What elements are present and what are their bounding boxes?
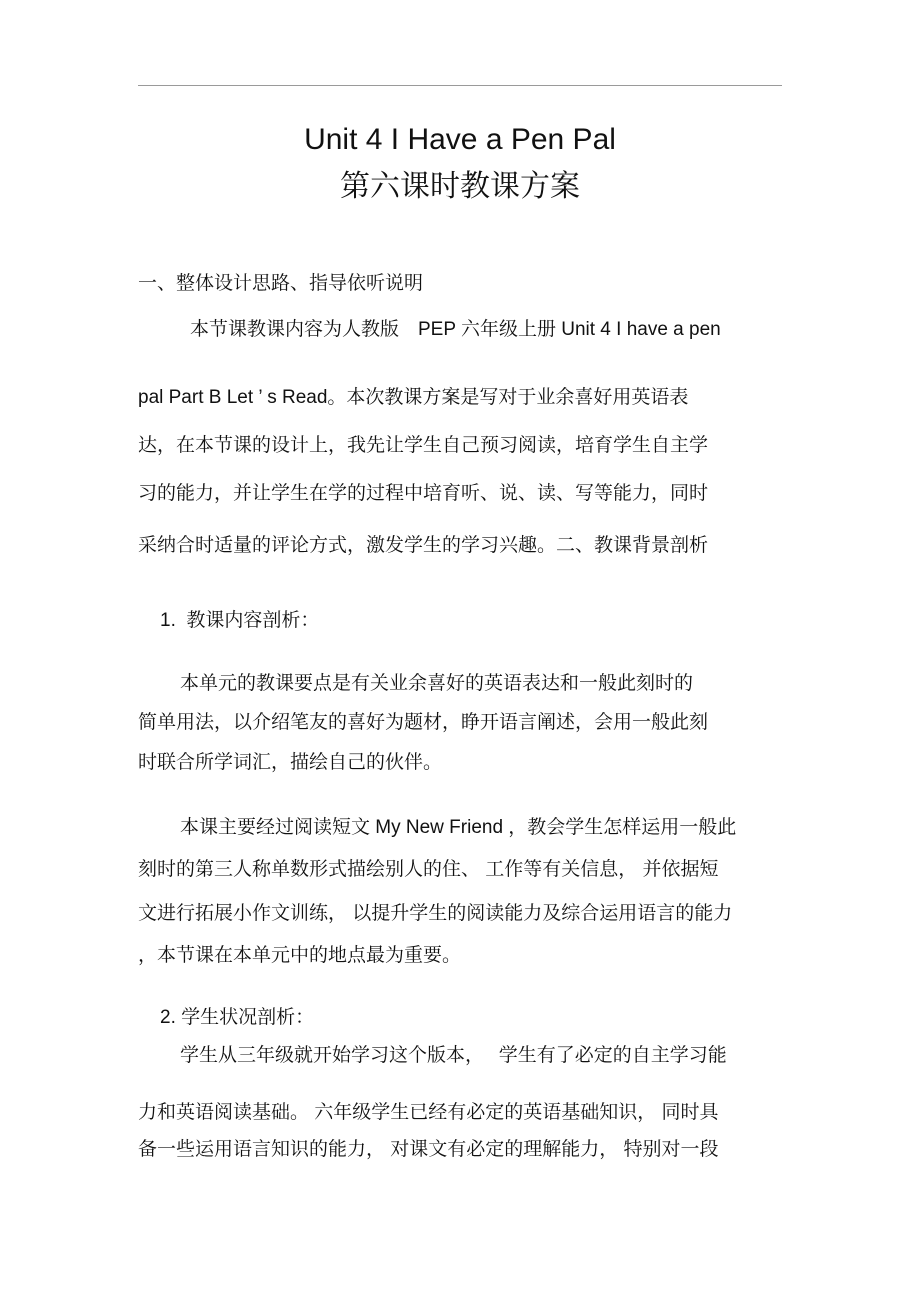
paragraph-line: 采纳合时适量的评论方式，激发学生的学习兴趣。二、教课背景剖析 <box>138 535 709 556</box>
paragraph-line: 力和英语阅读基础。 六年级学生已经有必定的英语基础知识， 同时具 <box>138 1102 719 1123</box>
section-heading: 一、整体设计思路、指导依听说明 <box>138 273 424 294</box>
paragraph-line: 刻时的第三人称单数形式描绘别人的住、 工作等有关信息， 并依据短 <box>138 859 719 880</box>
document-title: Unit 4 I Have a Pen Pal <box>304 123 616 156</box>
paragraph-line: 备一些运用语言知识的能力， 对课文有必定的理解能力， 特别对一段 <box>138 1139 719 1160</box>
paragraph-line: 本单元的教课要点是有关业余喜好的英语表达和一般此刻时的 <box>180 673 694 694</box>
paragraph-line: 时联合所学词汇，描绘自己的伙伴。 <box>138 752 443 773</box>
paragraph-line: 本课主要经过阅读短文 My New Friend ，教会学生怎样运用一般此 <box>180 817 737 838</box>
subsection-heading: 1. 教课内容剖析： <box>160 610 320 631</box>
paragraph-line: pal Part B Let ’ s Read。本次教课方案是写对于业余喜好用英语表 <box>138 387 689 408</box>
paragraph-line: 达，在本节课的设计上，我先让学生自己预习阅读，培育学生自主学 <box>138 435 709 456</box>
paragraph-line: ，本节课在本单元中的地点最为重要。 <box>138 945 462 966</box>
subsection-heading: 2. 学生状况剖析： <box>160 1007 315 1028</box>
document-subtitle: 第六课时教课方案 <box>340 170 580 203</box>
paragraph-line: 简单用法，以介绍笔友的喜好为题材，睁开语言阐述，会用一般此刻 <box>138 712 709 733</box>
paragraph-line: 本节课教课内容为人教版 PEP 六年级上册 Unit 4 I have a pen <box>190 319 721 340</box>
paragraph-line: 学生从三年级就开始学习这个版本， 学生有了必定的自主学习能 <box>180 1045 727 1066</box>
header-rule <box>138 85 782 86</box>
paragraph-line: 习的能力，并让学生在学的过程中培育听、说、读、写等能力，同时 <box>138 483 709 504</box>
paragraph-line: 文进行拓展小作文训练， 以提升学生的阅读能力及综合运用语言的能力 <box>138 903 733 924</box>
